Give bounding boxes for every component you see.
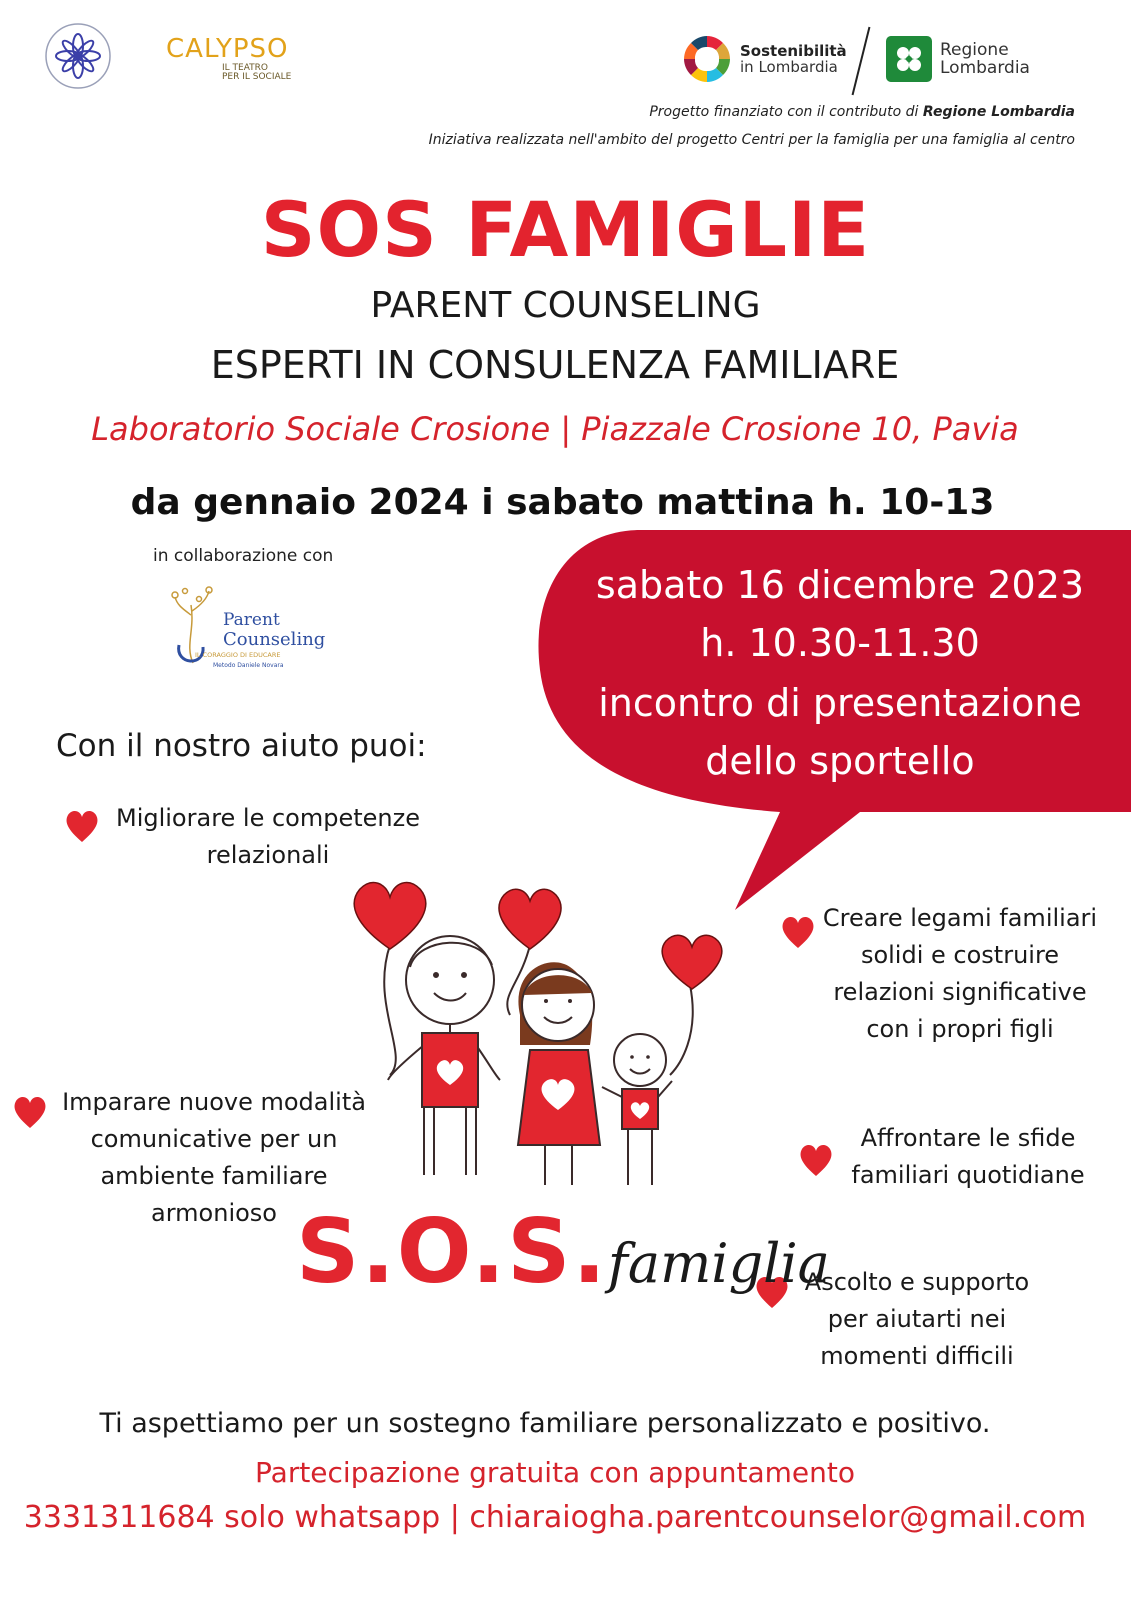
feature-line: familiari quotidiane: [851, 1161, 1085, 1189]
funding-note: [649, 104, 1075, 120]
pc-logo-line1: Parent: [223, 610, 280, 630]
feature-line: Affrontare le sfide: [860, 1124, 1076, 1152]
bubble-line-2: h. 10.30-11.30: [700, 621, 980, 665]
funding-prefix: Progetto finanziato con il contributo di: [649, 104, 923, 120]
subtitle-esperti: ESPERTI IN CONSULENZA FAMILIARE: [210, 343, 900, 387]
balloon-heart-icon: [499, 889, 561, 949]
pc-logo-line3: IL CORAGGIO DI EDUCARE: [195, 651, 281, 659]
feature-line: Imparare nuove modalità: [62, 1088, 366, 1116]
feature-line: ambiente familiare: [100, 1162, 328, 1190]
bubble-line-4: dello sportello: [705, 739, 975, 783]
bubble-line-3: incontro di presentazione: [598, 681, 1082, 725]
calypso-tagline-2: PER IL SOCIALE: [222, 72, 292, 82]
sos-wordmark: S.O.S.: [296, 1200, 608, 1303]
feature-line: armonioso: [151, 1199, 277, 1227]
feature-ascolto: [794, 1264, 1040, 1375]
feature-creare: [818, 900, 1102, 1048]
heart-icon: [796, 1140, 836, 1180]
calypso-wordmark: CALYPSO: [166, 34, 289, 64]
subtitle-parent-counseling: PARENT COUNSELING: [370, 285, 761, 326]
page-title: SOS FAMIGLIE: [260, 185, 871, 274]
sdg-wheel-icon: [682, 34, 732, 84]
pc-logo-line2: Counseling: [223, 629, 326, 650]
help-heading: Con il nostro aiuto puoi:: [56, 728, 427, 764]
sost-line-1: Sostenibilità: [740, 42, 847, 60]
parent-counseling-logo: [165, 585, 335, 675]
feature-line: relazionali: [206, 841, 330, 869]
feature-line: Creare legami familiari: [822, 904, 1098, 932]
free-entry-note: Partecipazione gratuita con appuntamento: [255, 1456, 855, 1489]
calypso-logo: [166, 34, 306, 94]
initiative-note: Iniziativa realizzata nell'ambito del progetto Centri per la famiglia per una famiglia al centro: [428, 132, 1075, 148]
regione-lombardia-logo: [886, 34, 1066, 84]
feature-migliorare: [110, 800, 426, 874]
closing-message: Ti aspettiamo per un sostegno familiare personalizzato e positivo.: [99, 1408, 991, 1439]
balloon-heart-icon: [354, 883, 426, 949]
feature-line: relazioni significative: [833, 978, 1087, 1006]
family-illustration: [340, 875, 740, 1205]
funding-bold: Regione Lombardia: [922, 104, 1075, 120]
feature-line: Migliorare le competenze: [115, 804, 420, 832]
regione-line-1: Regione: [940, 40, 1009, 60]
sos-famiglia-logo: [296, 1200, 830, 1340]
regione-rose-icon: [886, 36, 932, 82]
feature-line: comunicative per un: [90, 1125, 338, 1153]
sost-line-2: in Lombardia: [740, 58, 838, 76]
heart-icon: [10, 1092, 50, 1132]
heart-icon: [62, 806, 102, 846]
location-text: Laboratorio Sociale Crosione | Piazzale Crosione 10, Pavia: [91, 410, 1019, 448]
contact-info: 3331311684 solo whatsapp | chiaraiogha.parentcounselor@gmail.com: [23, 1500, 1087, 1535]
feature-line: Ascolto e supporto: [804, 1268, 1030, 1296]
collaboration-label: in collaborazione con: [153, 546, 334, 566]
consorzio-logo: [44, 22, 112, 90]
feature-line: per aiutarti nei: [827, 1305, 1007, 1333]
feature-line: con i propri figli: [866, 1015, 1054, 1043]
famiglia-script: famiglia: [607, 1232, 830, 1295]
balloon-heart-icon: [662, 935, 722, 989]
bubble-line-1: sabato 16 dicembre 2023: [595, 563, 1085, 607]
sostenibilita-lombardia-logo: [682, 34, 862, 84]
heart-icon: [778, 912, 818, 952]
feature-line: momenti difficili: [820, 1342, 1014, 1370]
calypso-tagline-1: IL TEATRO: [222, 63, 269, 73]
feature-line: solidi e costruire: [860, 941, 1060, 969]
pc-logo-line4: Metodo Daniele Novara: [213, 662, 284, 669]
regione-line-2: Lombardia: [940, 58, 1030, 78]
feature-affrontare: [842, 1120, 1094, 1194]
schedule-text: da gennaio 2024 i sabato mattina h. 10-13: [130, 482, 995, 523]
